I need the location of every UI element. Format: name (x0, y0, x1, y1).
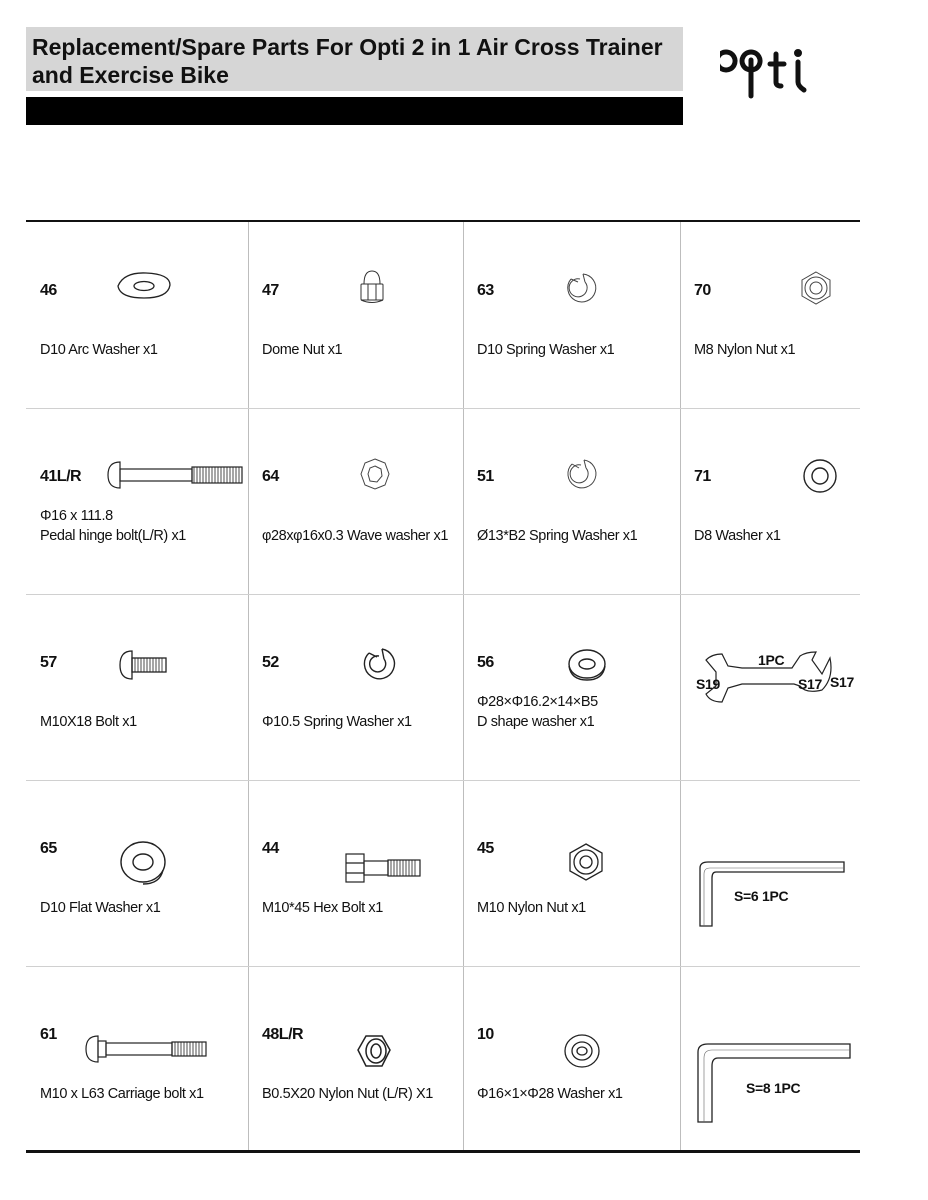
part-name: D shape washer x1 (477, 714, 595, 730)
part-cell (463, 222, 679, 408)
table-bottom-rule (26, 1150, 860, 1153)
part-cell (26, 408, 242, 594)
part-cell (26, 966, 242, 1152)
part-description (477, 692, 682, 732)
part-number: 41L/R (40, 468, 82, 485)
wrench-quantity: 1PC (758, 652, 785, 668)
part-description: D8 Washer x1 (694, 528, 781, 544)
carriage-bolt-icon (84, 1034, 208, 1064)
part-description: Dome Nut x1 (262, 342, 343, 358)
nylon-nut-icon (567, 842, 605, 882)
part-cell (248, 222, 464, 408)
part-number: 44 (262, 840, 279, 857)
part-spec: Φ16 x 111.8 (40, 508, 113, 524)
part-name: Pedal hinge bolt(L/R) x1 (40, 528, 186, 544)
part-cell (26, 780, 242, 966)
wrench-size-label: S17 (830, 674, 855, 690)
d-washer-icon (567, 648, 607, 684)
part-number: 46 (40, 282, 57, 299)
part-number: 10 (477, 1026, 494, 1043)
part-description: Ø13*B2 Spring Washer x1 (477, 528, 638, 544)
part-description: B0.5X20 Nylon Nut (L/R) X1 (262, 1086, 433, 1102)
spring-washer-icon (563, 270, 599, 306)
hex-bolt-icon (344, 852, 422, 884)
part-number: 61 (40, 1026, 57, 1043)
tool-cell (680, 780, 896, 966)
part-cell (26, 222, 242, 408)
part-description: D10 Arc Washer x1 (40, 342, 158, 358)
nylon-nut-icon (798, 270, 834, 306)
part-description: D10 Spring Washer x1 (477, 342, 615, 358)
part-number: 70 (694, 282, 711, 299)
part-cell (463, 966, 679, 1152)
part-cell (463, 408, 679, 594)
part-number: 63 (477, 282, 494, 299)
part-description: M10 x L63 Carriage bolt x1 (40, 1086, 204, 1102)
part-cell (26, 594, 242, 780)
part-cell (463, 594, 679, 780)
part-cell (248, 408, 464, 594)
part-cell (680, 408, 896, 594)
part-number: 45 (477, 840, 494, 857)
part-number: 52 (262, 654, 279, 671)
part-cell (463, 780, 679, 966)
part-description: M10 Nylon Nut x1 (477, 900, 586, 916)
part-spec: Φ28×Φ16.2×14×B5 (477, 694, 598, 710)
part-number: 56 (477, 654, 494, 671)
part-number: 64 (262, 468, 279, 485)
title-underline-bar (26, 97, 683, 125)
part-number: 71 (694, 468, 711, 485)
part-description: Φ16×1×Φ28 Washer x1 (477, 1086, 623, 1102)
wrench-size-label: S17 (798, 676, 823, 692)
page-title: Replacement/Spare Parts For Opti 2 in 1 Air Cross Trainer and Exercise Bike (32, 34, 663, 88)
wave-washer-icon (358, 456, 392, 492)
part-number: 51 (477, 468, 494, 485)
allen-key-label: S=6 1PC (734, 888, 789, 904)
part-description: D10 Flat Washer x1 (40, 900, 161, 916)
bolt-icon (118, 648, 168, 682)
spring-washer-icon (360, 644, 398, 684)
nylon-nut-icon (352, 1032, 392, 1072)
parts-grid (26, 222, 860, 1150)
part-number: 48L/R (262, 1026, 304, 1043)
part-description: M10*45 Hex Bolt x1 (262, 900, 383, 916)
part-description: φ28xφ16x0.3 Wave washer x1 (262, 528, 448, 544)
part-cell (248, 966, 464, 1152)
washer-icon (563, 1032, 601, 1070)
part-number: 57 (40, 654, 57, 671)
part-number: 47 (262, 282, 279, 299)
part-cell (248, 780, 464, 966)
part-description: M10X18 Bolt x1 (40, 714, 137, 730)
part-description: Φ10.5 Spring Washer x1 (262, 714, 412, 730)
wrench-size-label: S19 (696, 676, 721, 692)
flat-washer-icon (118, 840, 168, 886)
washer-icon (802, 458, 838, 494)
opti-logo (720, 44, 840, 104)
allen-key-label: S=8 1PC (746, 1080, 801, 1096)
part-number: 65 (40, 840, 57, 857)
part-cell (680, 222, 896, 408)
part-description (40, 506, 245, 546)
spring-washer-icon (563, 456, 599, 492)
part-cell (248, 594, 464, 780)
arc-washer-icon (114, 268, 174, 302)
dome-nut-icon (356, 268, 388, 306)
part-description: M8 Nylon Nut x1 (694, 342, 796, 358)
tool-cell (680, 966, 896, 1152)
hinge-bolt-icon (106, 460, 244, 490)
tool-cell (680, 594, 896, 780)
